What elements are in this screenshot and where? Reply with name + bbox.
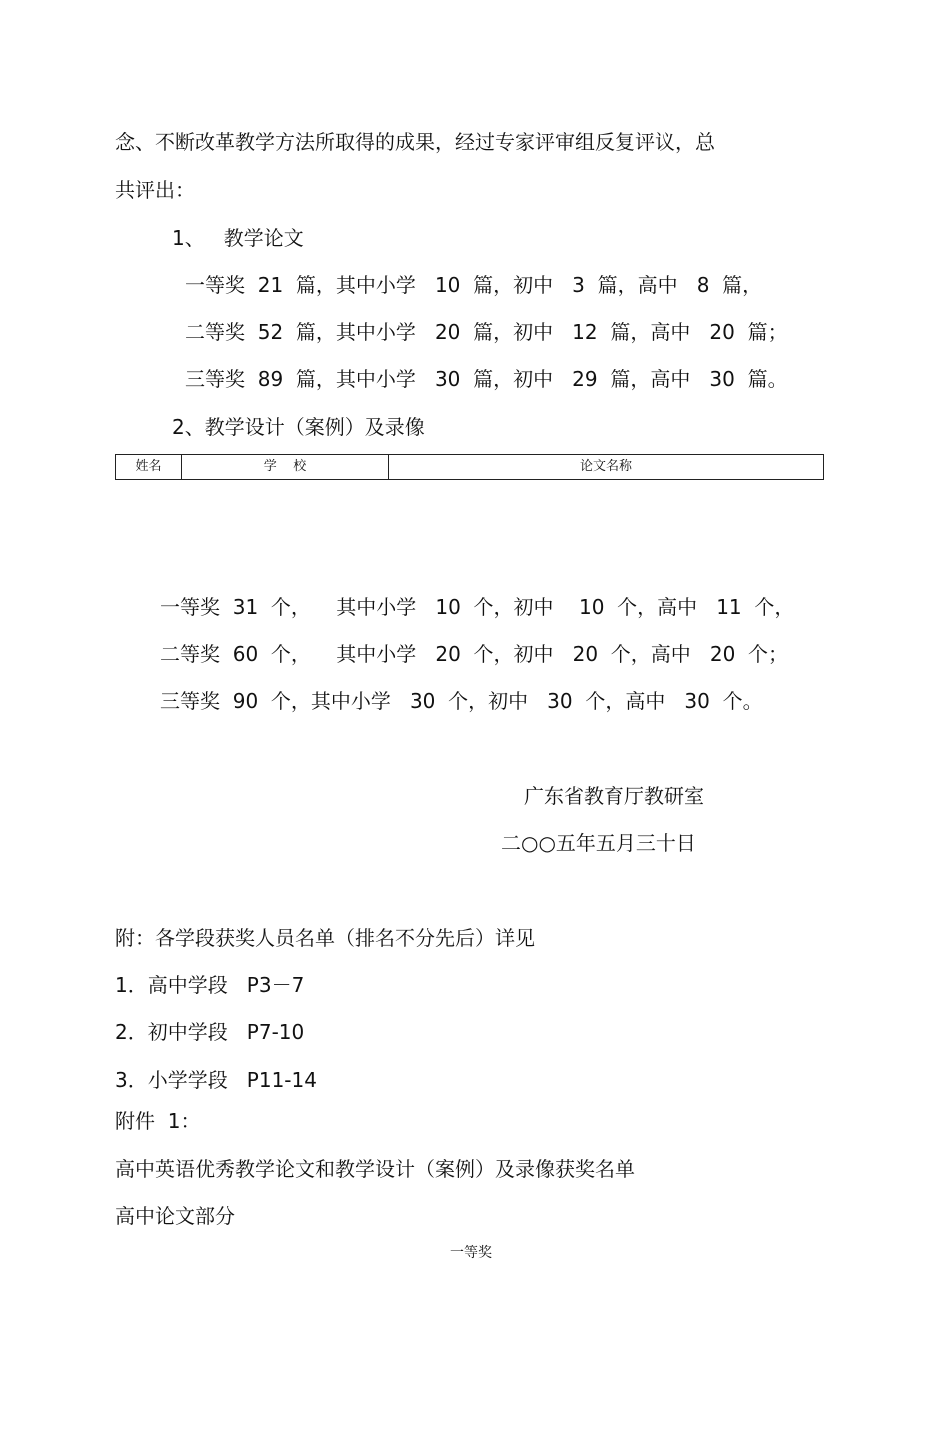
- attachment-label: 附件 1：: [115, 1109, 201, 1133]
- section-2-row-3: 三等奖 90 个，其中小学 30 个，初中 30 个，高中 30 个。: [160, 689, 763, 713]
- award-table-header: [115, 454, 824, 480]
- appendix-item-1: 1．高中学段 P3－7: [115, 973, 305, 997]
- section-1-heading: 1、 教学论文: [172, 226, 304, 250]
- prize-heading: 一等奖: [450, 1245, 492, 1261]
- appendix-intro: 附：各学段获奖人员名单（排名不分先后）详见: [115, 926, 535, 950]
- signature-org: 广东省教育厅教研室: [524, 784, 704, 808]
- section-1-row-2: 二等奖 52 篇，其中小学 20 篇，初中 12 篇，高中 20 篇；: [185, 320, 788, 344]
- appendix-item-2: 2．初中学段 P7-10: [115, 1020, 305, 1044]
- appendix-item-3: 3．小学学段 P11-14: [115, 1068, 317, 1092]
- section-2-heading: 2、教学设计（案例）及录像: [172, 415, 425, 439]
- table-header-paper-title: 论文名称: [579, 459, 632, 474]
- part-title: 高中论文部分: [115, 1204, 235, 1228]
- section-2-row-2: 二等奖 60 个， 其中小学 20 个，初中 20 个，高中 20 个；: [160, 642, 789, 666]
- intro-line-2: 共评出：: [115, 178, 195, 202]
- table-header-name: 姓名: [116, 455, 182, 479]
- section-2-row-1: 一等奖 31 个， 其中小学 10 个，初中 10 个，高中 11 个，: [160, 595, 795, 619]
- list-title: 高中英语优秀教学论文和教学设计（案例）及录像获奖名单: [115, 1157, 635, 1181]
- signature-date: 二○○五年五月三十日: [501, 831, 696, 855]
- intro-line-1: 念、不断改革教学方法所取得的成果，经过专家评审组反复评议，总: [115, 130, 715, 154]
- table-header-school: 学 校: [182, 455, 389, 479]
- section-1-row-1: 一等奖 21 篇，其中小学 10 篇，初中 3 篇，高中 8 篇，: [185, 273, 763, 297]
- section-1-row-3: 三等奖 89 篇，其中小学 30 篇，初中 29 篇，高中 30 篇。: [185, 367, 788, 391]
